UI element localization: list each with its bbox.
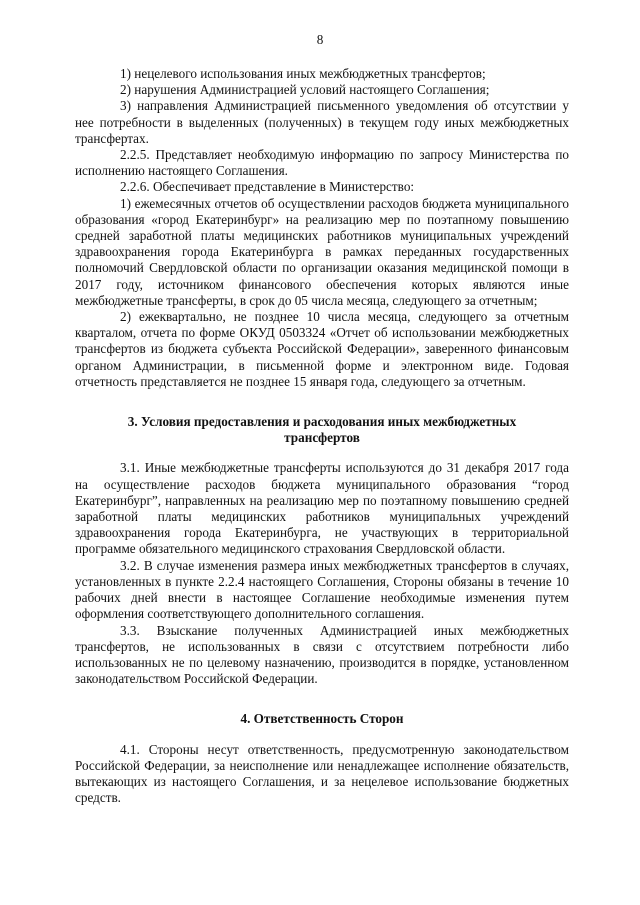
section-4-heading: 4. Ответственность Сторон (240, 711, 404, 727)
paragraph-2-2-6-item-2: 2) ежеквартально, не позднее 10 числа месяца, следующего за отчетным кварталом, отчета по форме ОКУД 0503324 «Отчет об использовании межбюджетных трансфертов из бюджета субъекта Российской Федерации», заверенного финансовым органом Администрации, в письменной форме и электронном виде. Годовая отчетность представляется не позднее 15 января года, следующего за отчетным. (75, 309, 569, 389)
page-number: 8 (316, 32, 324, 47)
paragraph-3-1: 3.1. Иные межбюджетные трансферты используются до 31 декабря 2017 года на осуществление расходов бюджета муниципального образования “город Екатеринбург”, направленных на реализацию мер по поэтапному повышению средней заработной платы медицинских работников муниципальных учреждений здравоохранения города Екатеринбурга, не участвующих в территориальной программе обязательного медицинского страхования Свердловской области. (75, 460, 569, 557)
section-3-heading: 3. Условия предоставления и расходования иных межбюджетных трансфертов (127, 414, 517, 446)
paragraph-4-1: 4.1. Стороны несут ответственность, предусмотренную законодательством Российской Федерации, за неисполнение или ненадлежащее исполнение обязательств, вытекающих из настоящего Соглашения, и за нецелевое использование бюджетных средств. (75, 741, 569, 806)
paragraph-3-3: 3.3. Взыскание полученных Администрацией иных межбюджетных трансфертов, не использованных в связи с отсутствием потребности либо использованных не по целевому назначению, производится в порядке, установленном законодательством Российской Федерации. (75, 622, 569, 687)
paragraph-2-2-6: 2.2.6. Обеспечивает представление в Министерство: (120, 179, 415, 195)
paragraph-2-2-6-item-1: 1) ежемесячных отчетов об осуществлении расходов бюджета муниципального образования «город Екатеринбург» на реализацию мер по поэтапному повышению средней заработной платы медицинских работников муниципальных учреждений здравоохранения города Екатеринбурга в рамках переданных государственных полномочий Свердловской области по организации оказания медицинской помощи в 2017 году, источником финансового обеспечения которых являются иные межбюджетные трансферты, в срок до 05 числа месяца, следующего за отчетным; (75, 195, 569, 308)
document-body (75, 66, 569, 806)
paragraph-item-3: 3) направления Администрацией письменного уведомления об отсутствии у нее потребности в выделенных (полученных) в текущем году иных межбюджетных трансфертах. (75, 98, 569, 146)
paragraph-item-2: 2) нарушения Администрацией условий настоящего Соглашения; (120, 82, 490, 98)
paragraph-3-2: 3.2. В случае изменения размера иных межбюджетных трансфертов в случаях, установленных в пункте 2.2.4 настоящего Соглашения, Стороны обязаны в течение 10 рабочих дней внести в настоящее Соглашение необходимые изменения путем оформления соответствующего дополнительного соглашения. (75, 557, 569, 622)
paragraph-item-1: 1) нецелевого использования иных межбюджетных трансфертов; (120, 66, 486, 81)
paragraph-2-2-5: 2.2.5. Представляет необходимую информацию по запросу Министерства по исполнению настоящего Соглашения. (75, 147, 569, 179)
